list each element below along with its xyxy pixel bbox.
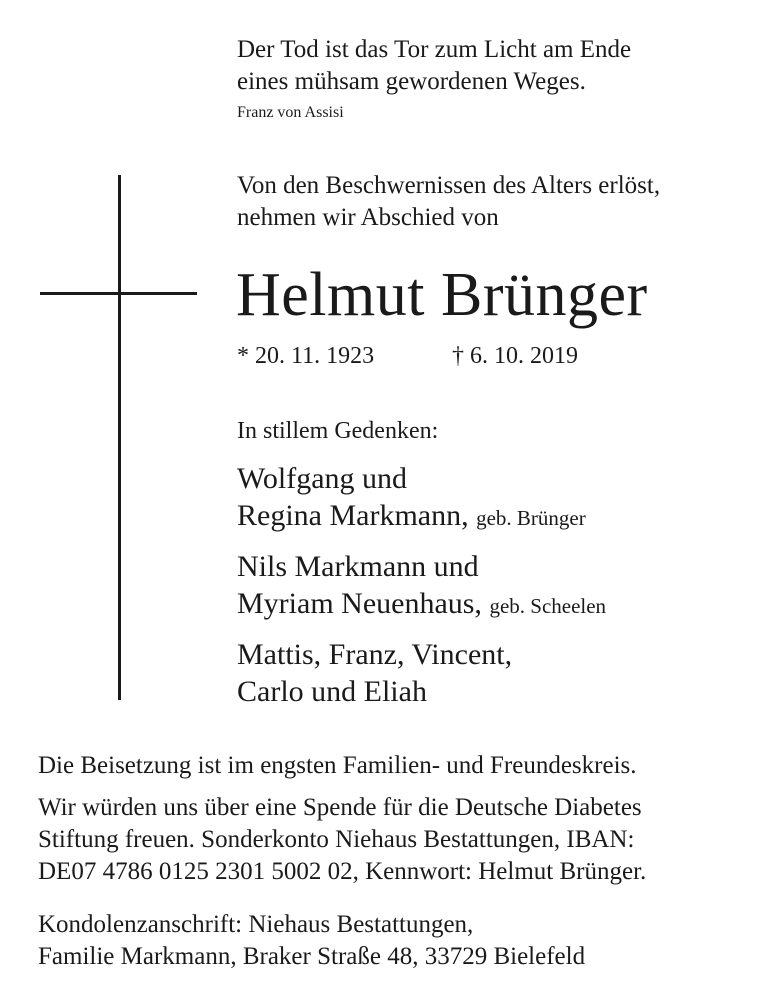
quote-author: Franz von Assisi bbox=[237, 104, 344, 121]
mourner-name: Myriam Neuenhaus, bbox=[237, 587, 482, 620]
mourner-line: Wolfgang und bbox=[237, 462, 408, 495]
intro-text bbox=[237, 170, 660, 234]
mourners-list bbox=[237, 460, 606, 721]
mourner-group bbox=[237, 460, 606, 537]
maiden-name-note: geb. Brünger bbox=[476, 506, 586, 530]
quote bbox=[237, 34, 631, 98]
mourner-group bbox=[237, 548, 606, 625]
cross-vertical-bar bbox=[118, 175, 121, 700]
condolence-line: Familie Markmann, Braker Straße 48, 33729 Bielefeld bbox=[38, 943, 586, 970]
cross-horizontal-bar bbox=[40, 292, 197, 295]
mourner-line bbox=[237, 497, 606, 537]
donation-notice bbox=[38, 792, 646, 888]
mourner-line: Carlo und Eliah bbox=[237, 675, 427, 708]
quote-line: eines mühsam gewordenen Weges. bbox=[237, 68, 586, 95]
donation-line: Stiftung freuen. Sonderkonto Niehaus Bestattungen, IBAN: bbox=[38, 826, 635, 853]
intro-line: Von den Beschwernissen des Alters erlöst, bbox=[237, 172, 661, 199]
condolence-line: Kondolenzanschrift: Niehaus Bestattungen, bbox=[38, 911, 474, 938]
condolence-address bbox=[38, 909, 585, 973]
birth-date: * 20. 11. 1923 bbox=[237, 343, 375, 369]
mourner-line: Mattis, Franz, Vincent, bbox=[237, 638, 513, 671]
burial-notice: Die Beisetzung ist im engsten Familien- und Freundeskreis. bbox=[38, 752, 637, 779]
mourner-line: Nils Markmann und bbox=[237, 550, 479, 583]
mourner-line bbox=[237, 585, 606, 625]
mourner-name: Regina Markmann, bbox=[237, 499, 469, 532]
mourner-group bbox=[237, 636, 606, 710]
death-date: † 6. 10. 2019 bbox=[452, 343, 578, 369]
deceased-name: Helmut Brünger bbox=[236, 261, 648, 329]
donation-line: Wir würden uns über eine Spende für die Deutsche Diabetes bbox=[38, 794, 642, 821]
maiden-name-note: geb. Scheelen bbox=[489, 594, 607, 618]
intro-line: nehmen wir Abschied von bbox=[237, 204, 499, 231]
donation-line: DE07 4786 0125 2301 5002 02, Kennwort: Helmut Brünger. bbox=[38, 858, 647, 885]
life-dates bbox=[237, 341, 637, 371]
quote-line: Der Tod ist das Tor zum Licht am Ende bbox=[237, 36, 632, 63]
memory-heading: In stillem Gedenken: bbox=[237, 418, 439, 444]
